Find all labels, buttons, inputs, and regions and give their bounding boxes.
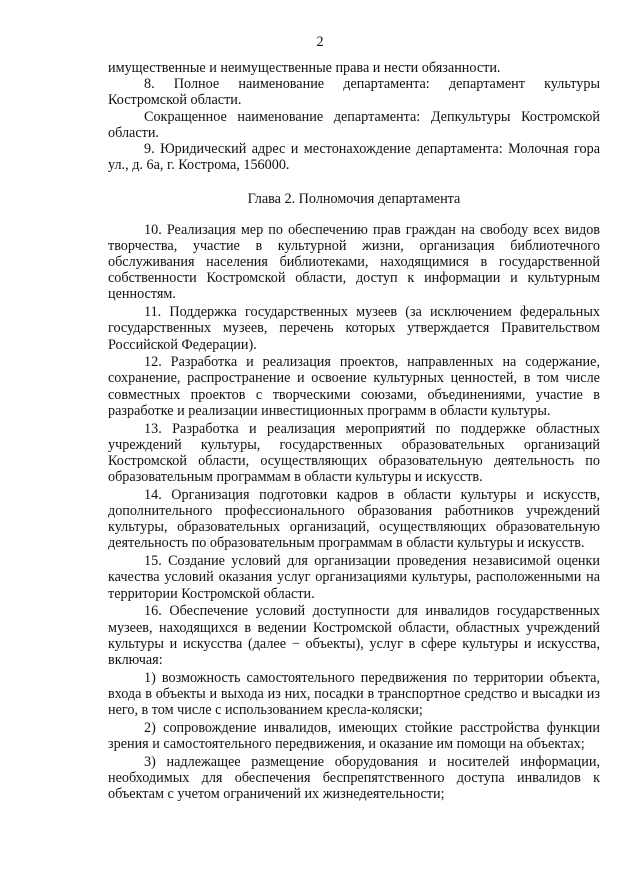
- paragraph-continuation: имущественные и неимущественные права и нести обязанности.: [108, 60, 501, 76]
- paragraph-11: 11. Поддержка государственных музеев (за исключением федеральных государственных музеев, перечень которых утверждается Правительством Российской Федерации).: [108, 304, 600, 353]
- paragraph-short-name: Сокращенное наименование департамента: Депкультуры Костромской области.: [108, 108, 600, 141]
- paragraph-16-item-3: 3) надлежащее размещение оборудования и носителей информации, необходимых для обеспечения беспрепятственного доступа инвалидов к объектам с учетом ограничений их жизнедеятельности;: [108, 753, 600, 803]
- paragraph-9: 9. Юридический адрес и местонахождение департамента: Молочная гора ул., д. 6а, г. Кострома, 156000.: [108, 141, 600, 174]
- page-number: 2: [316, 34, 324, 50]
- paragraph-16-item-2: 2) сопровождение инвалидов, имеющих стойкие расстройства функции зрения и самостоятельного передвижения, и оказание им помощи на объектах;: [108, 719, 600, 752]
- paragraph-15: 15. Создание условий для организации проведения независимой оценки качества условий оказания услуг организациями культуры, расположенными на территории Костромской области.: [108, 553, 600, 602]
- paragraph-13: 13. Разработка и реализация мероприятий по поддержке областных учреждений культуры, государственных образовательных организаций Костромской области, осуществляющих образовательную деятельность по образовательным программам в области культуры и искусств.: [108, 420, 600, 486]
- paragraph-14: 14. Организация подготовки кадров в области культуры и искусств, дополнительного профессионального образования работников учреждений культуры, образовательных организаций, осуществляющих образовательную деятельность по образовательным программам в области культуры и искусств.: [108, 486, 600, 552]
- paragraph-8: 8. Полное наименование департамента: департамент культуры Костромской области.: [108, 76, 600, 109]
- paragraph-12: 12. Разработка и реализация проектов, направленных на содержание, сохранение, распространение и освоение культурных ценностей, в том числе совместных проектов с творческими союзами, объединениями, участие в разработке и реализации инвестиционных программ в области культуры.: [108, 354, 600, 419]
- chapter-heading: Глава 2. Полномочия департамента: [247, 191, 461, 208]
- paragraph-16-item-1: 1) возможность самостоятельного передвижения по территории объекта, входа в объекты и выхода из них, посадки в транспортное средство и высадки из него, в том числе с использованием кресла-коляски;: [108, 669, 600, 719]
- document-body: [108, 60, 600, 802]
- paragraph-10: 10. Реализация мер по обеспечению прав граждан на свободу всех видов творчества, участие в культурной жизни, организация библиотечного обслуживания населения библиотеками, находящимися в государственной собственности Костромской области, доступ к информации и культурным ценностям.: [108, 221, 600, 303]
- paragraph-16: 16. Обеспечение условий доступности для инвалидов государственных музеев, находящихся в ведении Костромской области, областных учреждений культуры и искусства (далее − объекты), услуг в сфере культуры и искусства, включая:: [108, 603, 600, 668]
